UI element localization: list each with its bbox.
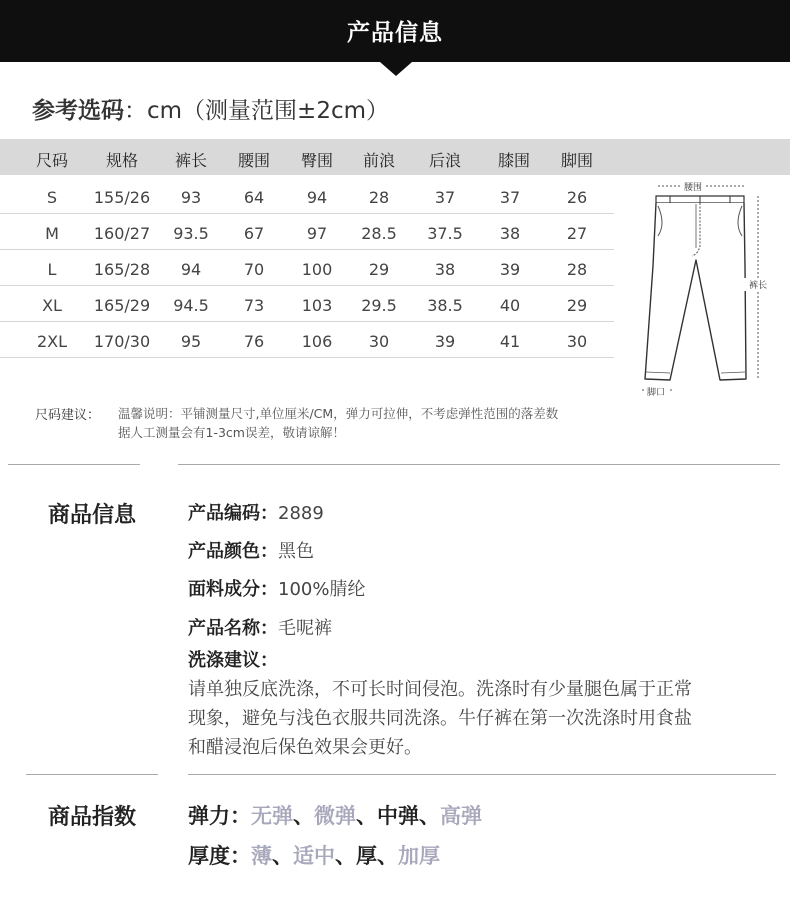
banner-arrow: [380, 62, 412, 76]
table-cell: 28: [368, 188, 390, 207]
thickness-option: 适中: [293, 844, 335, 868]
size-advice-label: 尺码建议：: [35, 408, 101, 423]
table-cell: 38: [499, 224, 521, 243]
wash-label: 洗涤建议：: [188, 650, 278, 671]
wash-instructions: [188, 675, 748, 762]
option-separator: 、: [272, 844, 293, 868]
thickness-option: 加厚: [398, 844, 440, 868]
waist-label: 腰围: [683, 183, 703, 193]
table-cell: 64: [243, 188, 265, 207]
table-cell: 28: [566, 260, 588, 279]
code-label: 产品编码：: [188, 503, 278, 524]
thickness-option: 薄: [251, 844, 272, 868]
table-cell: 2XL: [36, 332, 68, 351]
info-row-wash: [188, 646, 278, 672]
fabric-label: 面料成分：: [188, 579, 278, 600]
reference-text: ：cm（测量范围±2cm）: [124, 98, 390, 124]
info-row-code: [188, 499, 324, 525]
table-cell: S: [46, 188, 58, 207]
table-cell: 29: [368, 260, 390, 279]
table-cell: 39: [434, 332, 456, 351]
table-cell: 41: [499, 332, 521, 351]
wash-line: 和醋浸泡后保色效果会更好。: [188, 737, 422, 758]
table-cell: XL: [42, 296, 62, 315]
fabric-value: 100%腈纶: [278, 579, 366, 600]
col-header-size: 尺码: [35, 151, 68, 170]
col-header-length: 裤长: [174, 151, 207, 170]
thickness-row: [188, 840, 440, 870]
table-row: [0, 250, 614, 286]
col-header-back-rise: 后浪: [428, 151, 461, 170]
elasticity-option: 微弹: [314, 804, 356, 828]
elasticity-option: 高弹: [440, 804, 482, 828]
table-cell: 93.5: [173, 224, 209, 243]
table-cell: 37: [434, 188, 456, 207]
table-cell: 37: [499, 188, 521, 207]
table-cell: 94.5: [173, 296, 209, 315]
col-header-knee: 膝围: [497, 151, 530, 170]
table-row: [0, 286, 614, 322]
elasticity-label: 弹力：: [188, 804, 251, 828]
table-cell: 70: [243, 260, 265, 279]
divider: [26, 774, 158, 775]
info-row-name: [188, 614, 332, 640]
table-cell: 26: [566, 188, 588, 207]
table-cell: 37.5: [427, 224, 463, 243]
thickness-label: 厚度：: [188, 844, 251, 868]
option-separator: 、: [293, 804, 314, 828]
elasticity-option-selected: 中弹: [377, 804, 419, 828]
table-cell: 94: [180, 260, 202, 279]
name-label: 产品名称：: [188, 618, 278, 639]
color-label: 产品颜色：: [188, 541, 278, 562]
color-value: 黑色: [278, 541, 314, 562]
table-cell: 30: [566, 332, 588, 351]
table-cell: 39: [499, 260, 521, 279]
product-index-title: 商品指数: [48, 805, 137, 830]
table-cell: 38: [434, 260, 456, 279]
option-separator: 、: [419, 804, 440, 828]
size-advice-line: 据人工测量会有1-3cm误差，敬请谅解！: [118, 425, 345, 440]
table-cell: 38.5: [427, 296, 463, 315]
table-cell: 40: [499, 296, 521, 315]
option-separator: 、: [356, 804, 377, 828]
size-advice-text: [118, 404, 618, 442]
table-row: [0, 178, 614, 214]
name-value: 毛呢裤: [278, 618, 332, 639]
table-cell: 76: [243, 332, 265, 351]
table-cell: 155/26: [93, 188, 151, 207]
section-banner: [0, 0, 790, 62]
info-row-fabric: [188, 575, 365, 601]
banner-title: 产品信息: [347, 20, 443, 46]
table-cell: 73: [243, 296, 265, 315]
table-cell: 30: [368, 332, 390, 351]
info-row-color: [188, 537, 314, 563]
pants-measurement-diagram: [636, 176, 776, 400]
wash-line: 请单独反底洗涤，不可长时间侵泡。洗涤时有少量腿色属于正常: [188, 679, 692, 700]
option-separator: 、: [377, 844, 398, 868]
table-cell: 103: [301, 296, 333, 315]
length-label: 裤长: [748, 281, 768, 291]
table-row: [0, 214, 614, 250]
divider: [8, 464, 140, 465]
table-cell: 100: [301, 260, 333, 279]
size-advice-line: 温馨说明：平铺测量尺寸,单位厘米/CM，弹力可拉伸，不考虑弹性范围的落差数: [118, 406, 559, 421]
col-header-hip: 臀围: [300, 151, 333, 170]
table-cell: 29.5: [361, 296, 397, 315]
table-cell: 165/28: [93, 260, 151, 279]
product-info-title: 商品信息: [48, 503, 137, 528]
col-header-spec: 规格: [105, 151, 138, 170]
hem-label: 脚口: [646, 388, 666, 398]
option-separator: 、: [335, 844, 356, 868]
table-cell: 170/30: [93, 332, 151, 351]
divider: [178, 464, 780, 465]
elasticity-row: [188, 800, 482, 830]
reference-label: 参考选码: [32, 98, 124, 124]
size-table-header: [0, 139, 790, 175]
thickness-option-selected: 厚: [356, 844, 377, 868]
table-cell: 94: [306, 188, 328, 207]
code-value: 2889: [278, 503, 324, 524]
table-cell: M: [45, 224, 59, 243]
col-header-front-rise: 前浪: [362, 151, 395, 170]
table-row: [0, 322, 614, 358]
table-cell: 29: [566, 296, 588, 315]
table-cell: 27: [566, 224, 588, 243]
table-cell: 93: [180, 188, 202, 207]
table-cell: 165/29: [93, 296, 151, 315]
col-header-waist: 腰围: [237, 151, 270, 170]
table-cell: 160/27: [93, 224, 151, 243]
table-cell: 95: [180, 332, 202, 351]
table-cell: L: [47, 260, 57, 279]
table-cell: 28.5: [361, 224, 397, 243]
divider: [188, 774, 776, 775]
wash-line: 现象，避免与浅色衣服共同洗涤。牛仔裤在第一次洗涤时用食盐: [188, 708, 692, 729]
size-reference: [32, 92, 389, 125]
elasticity-option: 无弹: [251, 804, 293, 828]
table-cell: 67: [243, 224, 265, 243]
table-cell: 106: [301, 332, 333, 351]
table-cell: 97: [306, 224, 328, 243]
col-header-hem: 脚围: [560, 151, 593, 170]
